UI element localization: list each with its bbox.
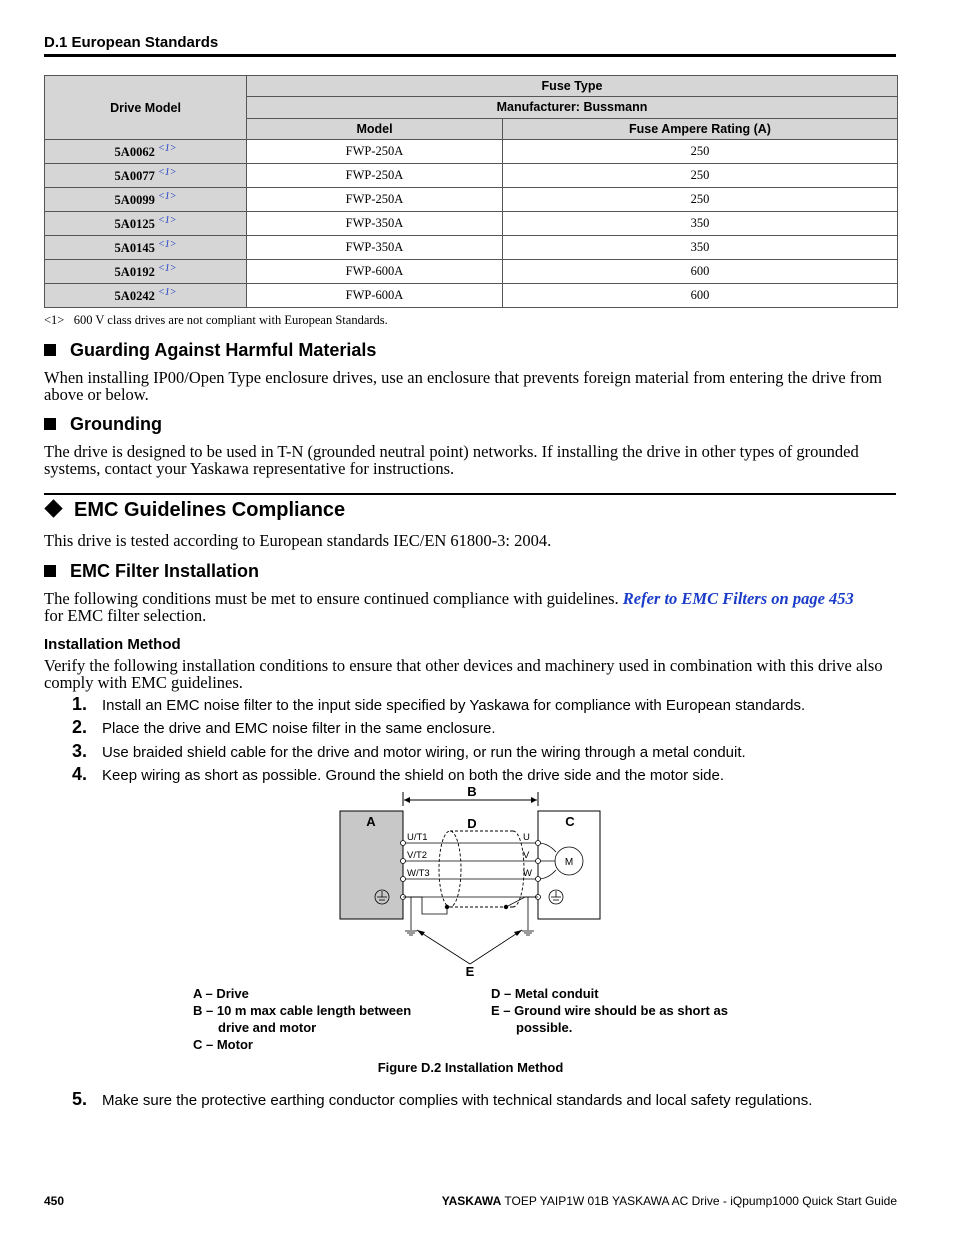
step-number: 2. xyxy=(72,717,88,737)
step-2 xyxy=(72,717,496,738)
fuse-rating-cell: 600 xyxy=(503,260,898,284)
fuse-model-cell: FWP-600A xyxy=(247,284,503,308)
table-row xyxy=(45,212,898,236)
installation-method-title: Installation Method xyxy=(44,636,181,653)
table-row xyxy=(45,140,898,164)
fuse-model-cell: FWP-250A xyxy=(247,140,503,164)
motor-label: M xyxy=(564,857,574,868)
step-number: 5. xyxy=(72,1089,88,1109)
fuse-model-cell: FWP-250A xyxy=(247,164,503,188)
grounding-heading xyxy=(44,414,162,435)
step-number: 3. xyxy=(72,741,88,761)
square-bullet-icon xyxy=(44,418,56,430)
guarding-title: Guarding Against Harmful Materials xyxy=(70,340,377,360)
section-header: D.1 European Standards xyxy=(44,34,219,51)
drive-model-cell: 5A0099 xyxy=(114,193,155,208)
table-footnote: <1> 600 V class drives are not compliant with European Standards. xyxy=(44,313,388,327)
section-rule xyxy=(44,493,896,495)
footnote-link[interactable]: <1> xyxy=(157,142,177,154)
footer-brand: YASKAWA xyxy=(441,1194,502,1208)
step-text: Make sure the protective earthing conductor complies with technical standards and local safety regulations. xyxy=(102,1092,813,1109)
terminal-u: U xyxy=(523,832,530,843)
legend-left xyxy=(193,985,411,1053)
emc-heading xyxy=(44,499,345,522)
step-number: 4. xyxy=(72,764,88,784)
legend-item-d: D – Metal conduit xyxy=(491,986,599,1001)
footnote-link[interactable]: <1> xyxy=(157,262,177,274)
header-rating: Fuse Ampere Rating (A) xyxy=(503,118,898,139)
shield-dot xyxy=(445,905,449,909)
label-c: C xyxy=(565,814,575,829)
drive-model-cell: 5A0125 xyxy=(114,217,155,232)
footnote-link[interactable]: <1> xyxy=(157,190,177,202)
terminal-v: V xyxy=(523,850,530,861)
terminal-v-t2: V/T2 xyxy=(407,850,428,861)
label-e: E xyxy=(465,964,475,979)
footer-doc-title: TOEP YAIP1W 01B YASKAWA AC Drive - iQpump1000 Quick Start Guide xyxy=(501,1194,897,1208)
installation-method-diagram xyxy=(330,780,620,980)
square-bullet-icon xyxy=(44,565,56,577)
fuse-rating-cell: 250 xyxy=(503,188,898,212)
step-text: Place the drive and EMC noise filter in the same enclosure. xyxy=(102,720,496,737)
legend-item-b-cont: drive and motor xyxy=(218,1020,317,1035)
fuse-rating-cell: 350 xyxy=(503,236,898,260)
label-a: A xyxy=(366,814,376,829)
figure-caption: Figure D.2 Installation Method xyxy=(377,1060,564,1075)
legend-right xyxy=(491,985,728,1036)
label-d: D xyxy=(467,816,477,831)
footnote-link[interactable]: <1> xyxy=(157,214,177,226)
fuse-table xyxy=(44,75,898,308)
emc-filters-link[interactable]: Refer to EMC Filters on page 453 xyxy=(622,589,854,608)
guarding-text: When installing IP00/Open Type enclosure drives, use an enclosure that prevents foreign material from entering the drive from above or below. xyxy=(44,368,882,404)
step-1 xyxy=(72,694,805,715)
footer-title xyxy=(442,1194,897,1208)
table-row xyxy=(45,284,898,308)
metal-conduit xyxy=(439,831,524,907)
table-row xyxy=(45,260,898,284)
installation-method-text: Verify the following installation conditions to ensure that other devices and machinery used in combination with this drive also comply with EMC guidelines. xyxy=(44,656,883,692)
header-fuse-type: Fuse Type xyxy=(247,76,898,97)
header-model: Model xyxy=(247,118,503,139)
footnote-link[interactable]: <1> xyxy=(157,286,177,298)
earth-icon xyxy=(522,931,534,935)
step-text: Keep wiring as short as possible. Ground the shield on both the drive side and the motor side. xyxy=(102,767,725,784)
step-text: Use braided shield cable for the drive and motor wiring, or run the wiring through a metal conduit. xyxy=(102,744,746,761)
legend-item-b: B – 10 m max cable length between xyxy=(193,1003,412,1018)
legend-item-e-cont: possible. xyxy=(516,1020,573,1035)
page-number: 450 xyxy=(44,1194,65,1208)
fuse-model-cell: FWP-350A xyxy=(247,236,503,260)
square-bullet-icon xyxy=(44,344,56,356)
table-row xyxy=(45,164,898,188)
emc-filter-heading xyxy=(44,561,259,582)
filter-text-before: The following conditions must be met to ensure continued compliance with guidelines. xyxy=(44,589,619,608)
fuse-model-cell: FWP-350A xyxy=(247,212,503,236)
step-text: Install an EMC noise filter to the input side specified by Yaskawa for compliance with European standards. xyxy=(102,697,806,714)
fuse-rating-cell: 250 xyxy=(503,140,898,164)
header-drive-model: Drive Model xyxy=(45,76,247,140)
shield-dot xyxy=(504,905,508,909)
emc-text: This drive is tested according to European standards IEC/EN 61800-3: 2004. xyxy=(44,531,552,550)
footnote-link[interactable]: <1> xyxy=(157,238,177,250)
drive-model-cell: 5A0062 xyxy=(114,145,155,160)
earth-icon xyxy=(405,931,417,935)
shield-ground-wires xyxy=(403,897,538,930)
emc-filter-title: EMC Filter Installation xyxy=(70,561,260,581)
step-number: 1. xyxy=(72,694,88,714)
table-row xyxy=(45,188,898,212)
diamond-bullet-icon xyxy=(44,499,62,517)
label-b: B xyxy=(467,784,477,799)
header-manufacturer: Manufacturer: Bussmann xyxy=(247,97,898,118)
terminal-w-t3: W/T3 xyxy=(407,868,430,879)
emc-title: EMC Guidelines Compliance xyxy=(74,499,346,521)
drive-model-cell: 5A0242 xyxy=(114,289,155,304)
e-pointer-lines xyxy=(417,930,522,964)
legend-item-a: A – Drive xyxy=(193,986,249,1001)
drive-model-cell: 5A0145 xyxy=(114,241,155,256)
guarding-heading xyxy=(44,340,376,361)
legend-item-e: E – Ground wire should be as short as xyxy=(491,1003,728,1018)
step-3 xyxy=(72,741,746,762)
grounding-text: The drive is designed to be used in T-N (grounded neutral point) networks. If installing the drive in other types of grounded systems, contact your Yaskawa representative for instructions. xyxy=(44,442,859,478)
drive-model-cell: 5A0192 xyxy=(114,265,155,280)
terminal-w: W xyxy=(523,868,532,879)
header-rule xyxy=(44,54,896,57)
fuse-model-cell: FWP-250A xyxy=(247,188,503,212)
footnote-link[interactable]: <1> xyxy=(157,166,177,178)
filter-text-after: for EMC filter selection. xyxy=(44,606,207,625)
legend-item-c: C – Motor xyxy=(193,1037,253,1052)
fuse-rating-cell: 600 xyxy=(503,284,898,308)
emc-filter-text xyxy=(44,590,898,624)
table-row xyxy=(45,236,898,260)
fuse-model-cell: FWP-600A xyxy=(247,260,503,284)
step-5 xyxy=(72,1089,812,1110)
fuse-rating-cell: 350 xyxy=(503,212,898,236)
fuse-rating-cell: 250 xyxy=(503,164,898,188)
terminal-u-t1: U/T1 xyxy=(407,832,428,843)
drive-model-cell: 5A0077 xyxy=(114,169,155,184)
grounding-title: Grounding xyxy=(70,414,162,434)
